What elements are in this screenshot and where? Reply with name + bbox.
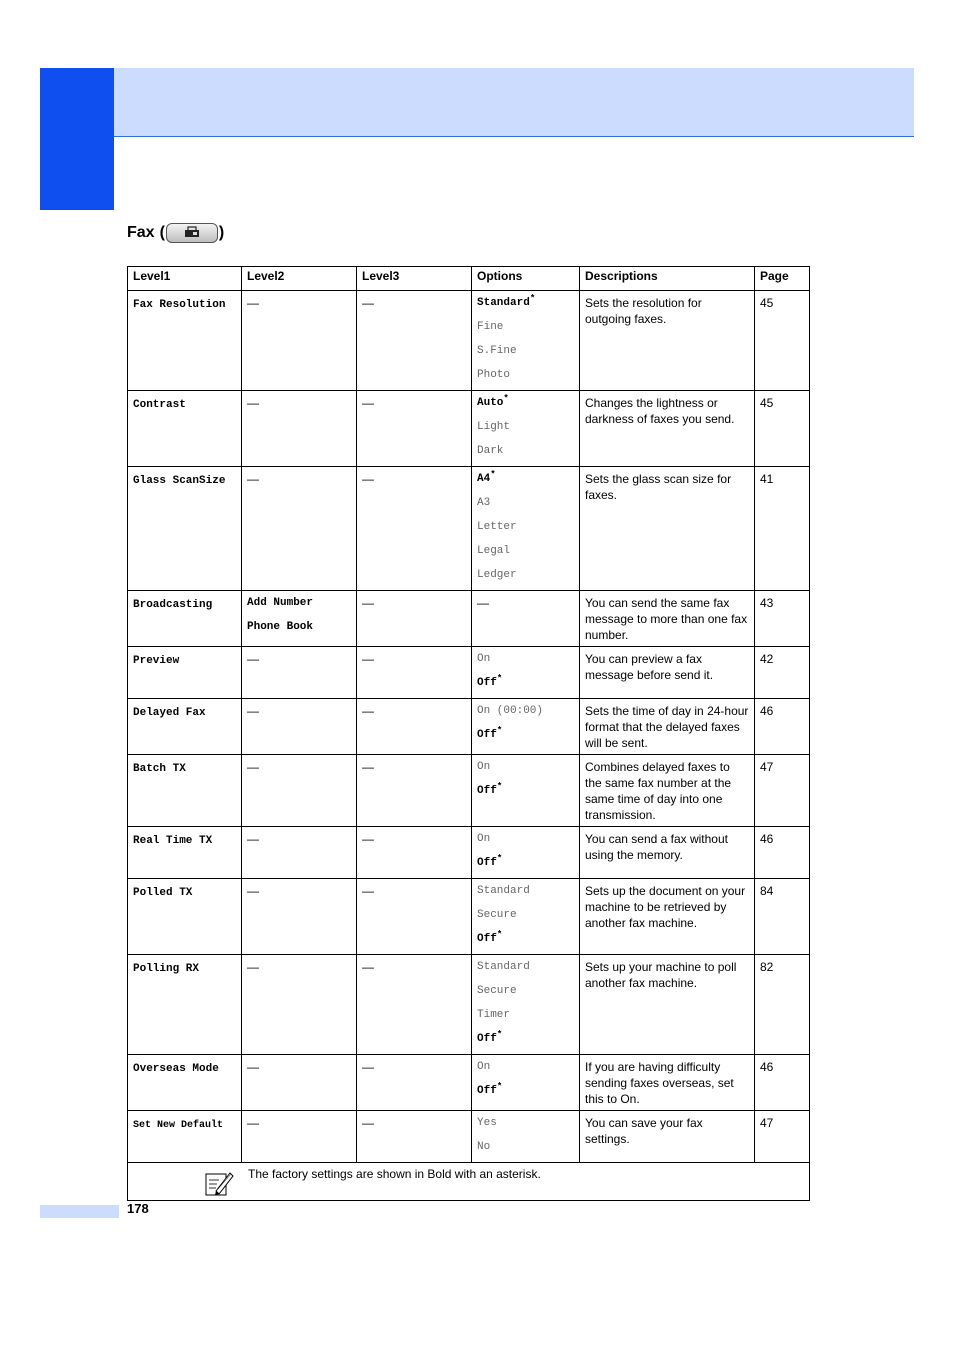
option-value	[477, 903, 574, 927]
level3-label: —	[362, 652, 374, 666]
level3-label: —	[362, 760, 374, 774]
description-text: You can save your fax settings.	[585, 1116, 703, 1146]
level2-label: —	[247, 1116, 259, 1130]
option-text: Legal	[477, 545, 511, 557]
description-text: Sets the resolution for outgoing faxes.	[585, 296, 702, 326]
level2-label: —	[247, 396, 259, 410]
col-header-level2: Level2	[242, 267, 357, 291]
note-text: The factory settings are shown in Bold with an asterisk.	[248, 1167, 541, 1181]
level2-label: —	[247, 1060, 259, 1074]
page-ref: 47	[760, 1116, 774, 1130]
option-default	[477, 779, 574, 803]
default-asterisk: *	[496, 1029, 503, 1040]
table-row	[128, 467, 810, 591]
default-asterisk: *	[490, 469, 496, 480]
col-header-level3: Level3	[357, 267, 472, 291]
option-default	[477, 467, 574, 491]
option-text: On	[477, 761, 491, 773]
option-text: Light	[477, 421, 511, 433]
fax-key-icon	[166, 223, 218, 243]
table-row	[128, 1055, 810, 1111]
level2-label: —	[247, 652, 259, 666]
option-value	[477, 563, 574, 587]
option-text: Auto	[477, 397, 504, 409]
default-asterisk: *	[496, 781, 503, 792]
page-ref: 46	[760, 832, 774, 846]
default-asterisk: *	[496, 673, 503, 684]
option-default	[477, 1079, 574, 1103]
option-default	[477, 851, 574, 875]
level3-label: —	[362, 884, 374, 898]
level1-label: Set New Default	[133, 1120, 224, 1131]
option-value: —	[477, 596, 489, 610]
option-text: Standard	[477, 885, 530, 897]
level2-label: Phone Book	[247, 621, 314, 633]
option-text: Dark	[477, 445, 504, 457]
option-value	[477, 1111, 574, 1135]
table-row	[128, 647, 810, 699]
option-text: On	[477, 833, 491, 845]
description-text: Changes the lightness or darkness of faxes you send.	[585, 396, 735, 426]
col-header-descriptions: Descriptions	[580, 267, 755, 291]
option-text: Off	[477, 729, 497, 741]
page-ref: 41	[760, 472, 774, 486]
page-ref: 82	[760, 960, 774, 974]
page-ref: 46	[760, 704, 774, 718]
option-value	[477, 647, 574, 671]
option-default	[477, 391, 574, 415]
level3-label: —	[362, 704, 374, 718]
table-header-row	[128, 267, 810, 291]
page-ref: 42	[760, 652, 774, 666]
option-text: Secure	[477, 909, 517, 921]
option-text: Standard	[477, 297, 530, 309]
option-text: Standard	[477, 961, 530, 973]
level1-label: Overseas Mode	[133, 1063, 219, 1075]
option-text: Ledger	[477, 569, 517, 581]
paren-close: )	[218, 224, 225, 241]
option-text: Fine	[477, 321, 504, 333]
page-ref: 45	[760, 396, 774, 410]
note-pencil-icon	[204, 1169, 234, 1201]
table-row	[128, 879, 810, 955]
option-value	[477, 339, 574, 363]
option-text: Off	[477, 933, 497, 945]
level1-label: Fax Resolution	[133, 299, 226, 311]
description-text: Sets the glass scan size for faxes.	[585, 472, 732, 502]
col-header-level1: Level1	[128, 267, 242, 291]
fax-menu-table	[127, 266, 810, 1201]
option-value	[477, 755, 574, 779]
level1-label: Real Time TX	[133, 835, 213, 847]
option-value	[477, 699, 574, 723]
option-text: A4	[477, 473, 491, 485]
description-text: You can send a fax without using the memory.	[585, 832, 728, 862]
option-text: A3	[477, 497, 491, 509]
option-text: Off	[477, 677, 497, 689]
table-row	[128, 755, 810, 827]
table-row	[128, 291, 810, 391]
level3-label: —	[362, 296, 374, 310]
paren-open: (	[159, 224, 165, 241]
level1-label: Polled TX	[133, 887, 193, 899]
option-value	[477, 439, 574, 463]
description-text: You can preview a fax message before send it.	[585, 652, 714, 682]
level2-label: —	[247, 960, 259, 974]
section-title	[127, 221, 224, 245]
page-ref: 45	[760, 296, 774, 310]
level1-label: Broadcasting	[133, 599, 213, 611]
section-title-text: Fax	[127, 224, 155, 241]
option-default	[477, 927, 574, 951]
chapter-tab	[40, 68, 114, 210]
default-asterisk: *	[503, 393, 509, 404]
option-text: Off	[477, 1085, 497, 1097]
level3-label: —	[362, 1116, 374, 1130]
option-value	[477, 979, 574, 1003]
page-ref: 46	[760, 1060, 774, 1074]
level1-label: Polling RX	[133, 963, 200, 975]
option-text: On	[477, 1061, 491, 1073]
level2-label: —	[247, 760, 259, 774]
option-value	[477, 515, 574, 539]
option-text: Secure	[477, 985, 517, 997]
option-value	[477, 879, 574, 903]
chapter-header-band	[40, 68, 914, 137]
option-text: Off	[477, 1033, 497, 1045]
option-text: Timer	[477, 1009, 511, 1021]
col-header-page: Page	[755, 267, 810, 291]
default-asterisk: *	[496, 1081, 503, 1092]
page-ref: 43	[760, 596, 774, 610]
table-row	[128, 699, 810, 755]
option-value	[477, 827, 574, 851]
option-value	[477, 1055, 574, 1079]
option-text: S.Fine	[477, 345, 517, 357]
description-text: Sets up your machine to poll another fax machine.	[585, 960, 737, 990]
table-row	[128, 1111, 810, 1163]
option-value	[477, 363, 574, 387]
level3-label: —	[362, 472, 374, 486]
level1-label: Contrast	[133, 399, 186, 411]
level2-label: —	[247, 472, 259, 486]
level3-label: —	[362, 960, 374, 974]
option-text: On (00:00)	[477, 705, 544, 717]
table-row	[128, 391, 810, 467]
default-asterisk: *	[529, 293, 536, 304]
option-text: Off	[477, 785, 497, 797]
option-default	[477, 723, 574, 747]
default-asterisk: *	[496, 929, 503, 940]
option-text: No	[477, 1141, 491, 1153]
level3-label: —	[362, 396, 374, 410]
table-row	[128, 955, 810, 1055]
description-text: Combines delayed faxes to the same fax number at the same time of day into one transmission.	[585, 760, 732, 822]
note-row	[128, 1163, 810, 1201]
option-value	[477, 491, 574, 515]
level3-label: —	[362, 1060, 374, 1074]
footer-bar	[40, 1205, 119, 1218]
level1-label: Glass ScanSize	[133, 475, 226, 487]
option-value	[477, 415, 574, 439]
option-default	[477, 1027, 574, 1051]
description-text: If you are having difficulty sending faxes overseas, set this to On.	[585, 1060, 734, 1106]
option-value	[477, 955, 574, 979]
option-value	[477, 539, 574, 563]
level3-label: —	[362, 832, 374, 846]
page-ref: 47	[760, 760, 774, 774]
option-text: Letter	[477, 521, 517, 533]
option-text: Off	[477, 857, 497, 869]
option-value	[477, 1135, 574, 1159]
level2-label: —	[247, 704, 259, 718]
level1-label: Batch TX	[133, 763, 186, 775]
page-number: 178	[127, 1201, 149, 1216]
option-value	[477, 1003, 574, 1027]
option-text: Photo	[477, 369, 511, 381]
option-default	[477, 671, 574, 695]
default-asterisk: *	[496, 725, 503, 736]
description-text: Sets up the document on your machine to be retrieved by another fax machine.	[585, 884, 746, 930]
table-row	[128, 591, 810, 647]
level1-label: Delayed Fax	[133, 707, 206, 719]
option-value	[477, 315, 574, 339]
page-ref: 84	[760, 884, 774, 898]
level2-label: —	[247, 832, 259, 846]
description-text: You can send the same fax message to more than one fax number.	[585, 596, 748, 642]
default-asterisk: *	[496, 853, 503, 864]
option-text: On	[477, 653, 491, 665]
description-text: Sets the time of day in 24-hour format that the delayed faxes will be sent.	[585, 704, 749, 750]
col-header-options: Options	[472, 267, 580, 291]
level2-label: —	[247, 884, 259, 898]
level3-label: —	[362, 596, 374, 610]
option-text: Yes	[477, 1117, 497, 1129]
level2-label: Add Number	[247, 597, 314, 609]
table-row	[128, 827, 810, 879]
option-default	[477, 291, 574, 315]
level2-label: —	[247, 296, 259, 310]
level1-label: Preview	[133, 655, 180, 667]
